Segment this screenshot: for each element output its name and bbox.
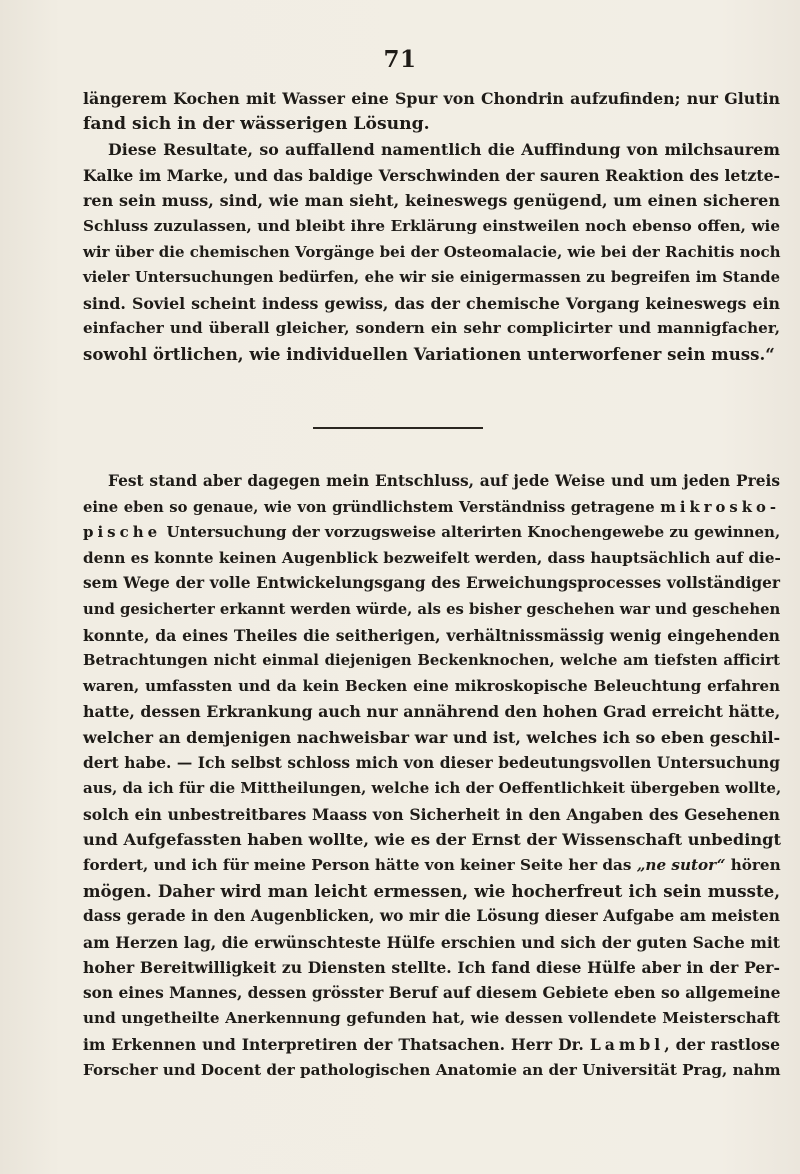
text-line: und ungetheilte Anerkennung gefunden hat, wie dessen vollendete Meisterschaft — [83, 1009, 780, 1028]
text-line: denn es konnte keinen Augenblick bezweifelt werden, dass hauptsächlich auf die- — [83, 548, 781, 567]
emphasized-name: Lambl — [589, 1035, 665, 1055]
text-line — [83, 853, 780, 879]
text-run: eine eben so genaue, wie von gründlichstem Verständniss getragene — [83, 498, 655, 516]
text-line: dass gerade in den Augenblicken, wo mir die Lösung dieser Aufgabe am meisten — [83, 907, 780, 926]
text-line: aus, da ich für die Mittheilungen, welche ich der Oeffentlichkeit übergeben wollte, — [83, 779, 782, 798]
text-line — [83, 520, 780, 546]
text-line: konnte, da eines Theiles die seitherigen, verhältnissmässig wenig eingehenden — [83, 625, 780, 645]
section-divider — [313, 427, 483, 429]
text-run: hören — [730, 855, 781, 874]
text-line — [83, 1032, 780, 1058]
text-run: Untersuchung der vorzugsweise alterirten Knochengewebe zu gewinnen, — [166, 523, 781, 542]
text-line: dert habe. — Ich selbst schloss mich von dieser bedeutungsvollen Untersuchung — [83, 753, 780, 772]
text-line: sowohl örtlichen, wie individuellen Variationen unterworfener sein muss.“ — [83, 343, 775, 364]
text-line: am Herzen lag, die erwünschteste Hülfe erschien und sich der guten Sache mit — [83, 932, 780, 952]
text-run: im Erkennen und Interpretiren der Thatsachen. Herr Dr. — [83, 1035, 584, 1055]
text-line: son eines Mannes, dessen grösster Beruf auf diesem Gebiete eben so allgemeine — [83, 983, 781, 1002]
text-line: hoher Bereitwilligkeit zu Diensten stellte. Ich fand diese Hülfe aber in der Per- — [83, 958, 780, 978]
text-line: hatte, dessen Erkrankung auch nur annährend den hohen Grad erreicht hätte, — [83, 702, 781, 722]
text-line: längerem Kochen mit Wasser eine Spur von Chondrin aufzufinden; nur Glutin — [83, 89, 780, 108]
text-line: wir über die chemischen Vorgänge bei der Osteomalacie, wie bei der Rachitis noch — [83, 242, 781, 261]
text-line: Kalke im Marke, und das baldige Verschwinden der sauren Reaktion des letzte- — [83, 165, 780, 185]
emphasized-word: mikrosko- — [660, 498, 780, 516]
text-line: Forscher und Docent der pathologischen Anatomie an der Universität Prag, nahm — [83, 1060, 781, 1079]
text-line: ren sein muss, sind, wie man sieht, keineswegs genügend, um einen sicheren — [83, 191, 780, 211]
text-line: Fest stand aber dagegen mein Entschluss, auf jede Weise und um jeden Preis — [108, 472, 780, 490]
text-line: und gesicherter erkannt werden würde, als es bisher geschehen war und geschehen — [83, 600, 781, 618]
text-line: fand sich in der wässerigen Lösung. — [83, 113, 430, 134]
text-line: vieler Untersuchungen bedürfen, ehe wir sie einigermassen zu begreifen im Stande — [83, 269, 780, 287]
text-line: und Aufgefassten haben wollte, wie es der Ernst der Wissenschaft unbedingt — [83, 830, 781, 850]
text-line — [83, 495, 780, 521]
text-block-lower — [83, 469, 780, 1083]
text-line: Diese Resultate, so auffallend namentlich die Auffindung von milchsaurem — [108, 140, 780, 160]
emphasized-word: pische — [83, 523, 162, 542]
text-block-upper — [83, 86, 780, 368]
text-line: welcher an demjenigen nachweisbar war und ist, welches ich so eben geschil- — [83, 727, 781, 747]
page-number: 71 — [383, 46, 417, 73]
text-line: waren, umfassten und da kein Becken eine mikroskopische Beleuchtung erfahren — [83, 676, 780, 695]
text-line: Schluss zuzulassen, und bleibt ihre Erklärung einstweilen noch ebenso offen, wie — [83, 216, 780, 235]
text-line: Betrachtungen nicht einmal diejenigen Beckenknochen, welche am tiefsten afficirt — [83, 652, 780, 670]
text-run: , der rastlose — [664, 1035, 781, 1055]
text-line: einfacher und überall gleicher, sondern ein sehr complicirter und mannigfacher, — [83, 319, 780, 338]
text-run: fordert, und ich für meine Person hätte von keiner Seite her das — [83, 855, 632, 874]
italic-quote: „ne sutor“ — [636, 855, 726, 874]
text-line: sem Wege der volle Entwickelungsgang des Erweichungsprocesses vollständiger — [83, 574, 780, 593]
text-line: mögen. Daher wird man leicht ermessen, wie hocherfreut ich sein musste, — [83, 880, 780, 901]
text-line: sind. Soviel scheint indess gewiss, das der chemische Vorgang keineswegs ein — [83, 293, 780, 313]
text-line: solch ein unbestreitbares Maass von Sicherheit in den Angaben des Gesehenen — [83, 804, 780, 824]
